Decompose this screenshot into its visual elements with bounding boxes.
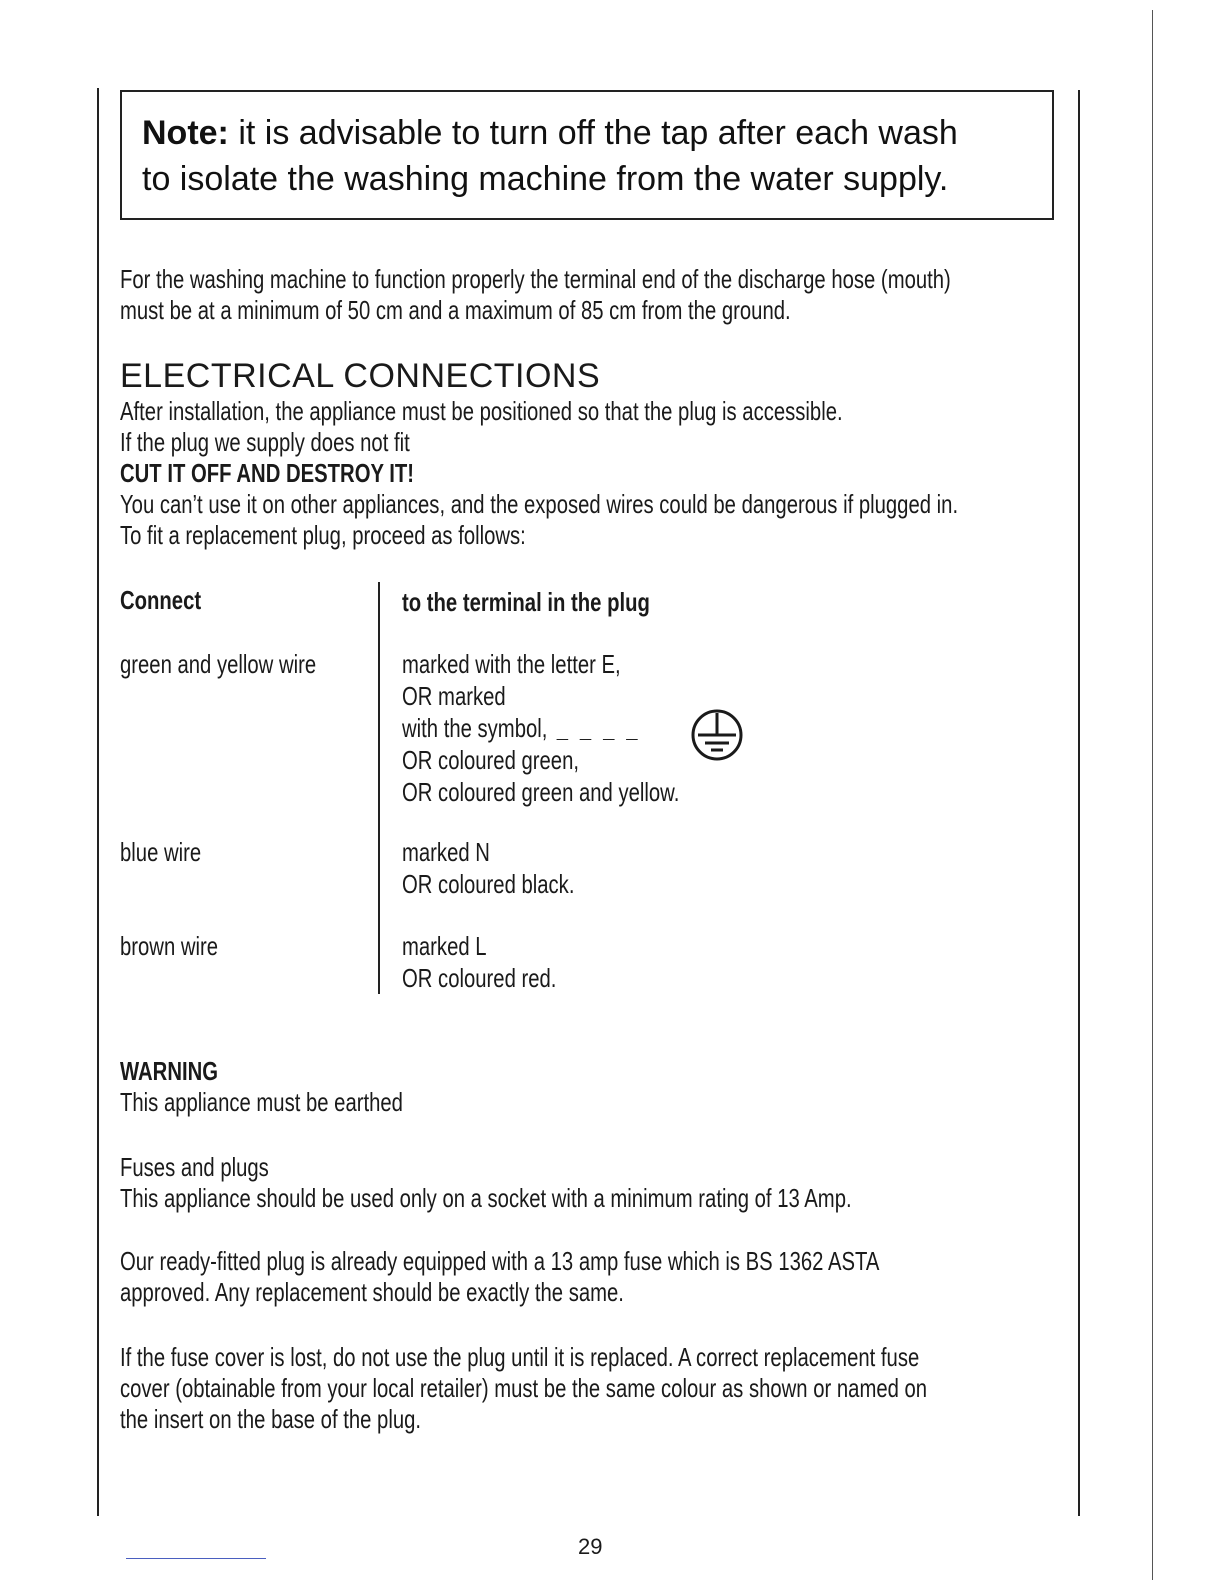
electrical-line-2: If the plug we supply does not fit — [120, 427, 410, 457]
wire-blue: blue wire — [120, 837, 202, 867]
fuse-paragraph-2 — [120, 1246, 1094, 1308]
table-column-divider — [378, 582, 380, 994]
electrical-line-1: After installation, the appliance must be positioned so that the plug is accessible. — [120, 396, 843, 426]
intro-paragraph — [120, 264, 1185, 326]
fuse-para3-line-1: If the fuse cover is lost, do not use the plug until it is replaced. A correct replacement fuse — [120, 1342, 920, 1372]
live-line-1: marked L — [402, 931, 487, 961]
fuse-para3-line-2: cover (obtainable from your local retailer) must be the same colour as shown or named on — [120, 1373, 928, 1403]
earth-line-3-text: with the symbol, — [402, 713, 548, 743]
intro-line-2: must be at a minimum of 50 cm and a maximum of 85 cm from the ground. — [120, 295, 791, 325]
table-header-right-text: to the terminal in the plug — [402, 587, 650, 617]
earth-line-5: OR coloured green and yellow. — [402, 777, 680, 807]
earth-line-2: OR marked — [402, 681, 506, 711]
earth-line-1: marked with the letter E, — [402, 649, 621, 679]
electrical-paragraph — [120, 396, 1194, 551]
earth-line-3 — [402, 712, 679, 744]
wire-brown: brown wire — [120, 931, 219, 961]
fuse-para2-line-1: Our ready-fitted plug is already equipped with a 13 amp fuse which is BS 1362 ASTA — [120, 1246, 880, 1276]
table-header-right — [402, 586, 720, 618]
intro-line-1: For the washing machine to function properly the terminal end of the discharge hose (mouth) — [120, 264, 951, 294]
live-line-2: OR coloured red. — [402, 963, 557, 993]
note-label: Note: — [142, 114, 229, 152]
table-header-left-text: Connect — [120, 585, 202, 615]
cut-off-warning: CUT IT OFF AND DESTROY IT! — [120, 458, 415, 488]
earth-line-4: OR coloured green, — [402, 745, 579, 775]
table-row — [120, 930, 246, 962]
terminal-description-live — [402, 930, 600, 994]
warning-text: This appliance must be earthed — [120, 1087, 403, 1117]
fuse-para3-line-3: the insert on the base of the plug. — [120, 1404, 422, 1434]
fuse-para2-line-2: approved. Any replacement should be exactly the same. — [120, 1277, 624, 1307]
terminal-description-neutral — [402, 836, 623, 900]
note-line-1 — [142, 110, 1032, 156]
table-row — [120, 648, 371, 680]
note-text-1: it is advisable to turn off the tap after each wash — [228, 114, 958, 152]
fuse-paragraph-3 — [120, 1342, 1155, 1435]
fuses-text: This appliance should be used only on a socket with a minimum rating of 13 Amp. — [120, 1183, 852, 1213]
table-header-left — [120, 584, 224, 616]
neutral-line-1: marked N — [402, 837, 490, 867]
note-box — [120, 90, 1054, 220]
left-margin-rule — [97, 88, 99, 1516]
fuses-section — [120, 1152, 1058, 1214]
note-text-2: to isolate the washing machine from the water supply. — [142, 160, 949, 198]
dashed-leader: _ _ _ _ — [556, 713, 641, 743]
fuses-heading: Fuses and plugs — [120, 1152, 269, 1182]
warning-section — [120, 1056, 483, 1118]
table-row — [120, 836, 224, 868]
electrical-heading: ELECTRICAL CONNECTIONS — [120, 357, 601, 395]
footer-link-rule — [126, 1558, 266, 1559]
electrical-line-5: To fit a replacement plug, proceed as follows: — [120, 520, 526, 550]
electrical-line-4: You can’t use it on other appliances, and the exposed wires could be dangerous if plugged in. — [120, 489, 959, 519]
earth-symbol-icon — [690, 708, 744, 762]
page-number: 29 — [578, 1534, 603, 1559]
warning-heading: WARNING — [120, 1056, 219, 1086]
wire-green-yellow: green and yellow wire — [120, 649, 317, 679]
neutral-line-2: OR coloured black. — [402, 869, 575, 899]
